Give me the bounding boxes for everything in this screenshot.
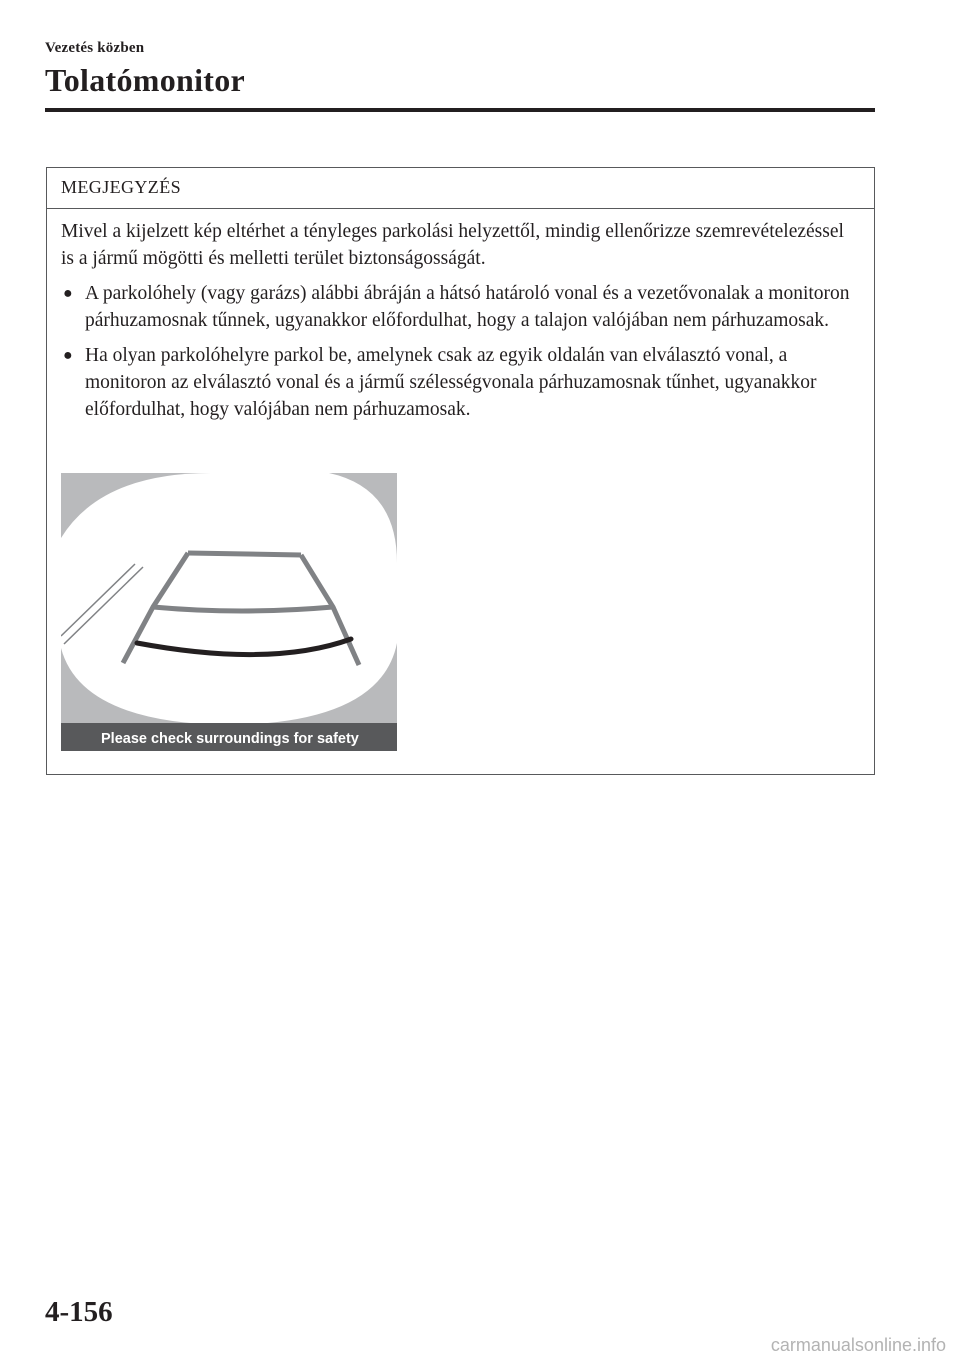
- bullet-icon: ●: [63, 347, 73, 364]
- section-label: Vezetés közben: [45, 40, 145, 56]
- title-rule: [45, 108, 875, 112]
- bullet-text: Ha olyan parkolóhelyre parkol be, amelynek csak az egyik oldalán van elválasztó vonal, a monitoron az elválasztó vonal és a jármű szélességvonala párhuzamosnak tűnhet, ugyanakkor előfordulhat, hogy valójában nem párhuzamosak.: [85, 345, 817, 420]
- watermark[interactable]: carmanualsonline.info: [770, 1335, 946, 1355]
- bullet-icon: ●: [63, 285, 73, 302]
- note-heading: MEGJEGYZÉS: [47, 168, 874, 209]
- note-body: [47, 209, 874, 423]
- bullet-text: A parkolóhely (vagy garázs) alábbi ábráján a hátsó határoló vonal és a vezetővonalak a monitoron párhuzamosnak tűnnek, ugyanakkor előfordulhat, hogy a talajon valójában nem párhuzamosak.: [85, 283, 850, 331]
- camera-screen: [61, 473, 397, 725]
- page-title: Tolatómonitor: [45, 62, 246, 98]
- distance-guide-far: [188, 553, 301, 555]
- bullet-item: [61, 342, 860, 423]
- note-intro: Mivel a kijelzett kép eltérhet a tényleges parkolási helyzettől, mindig ellenőrizze szemrevételezéssel is a jármű mögötti és melletti terület biztonságosságát.: [61, 221, 844, 269]
- bullet-item: [61, 280, 860, 334]
- page-number: 4-156: [45, 1296, 113, 1328]
- rear-camera-svg: [61, 473, 397, 751]
- warning-text: Please check surroundings for safety: [101, 731, 359, 747]
- rear-camera-illustration: [61, 473, 397, 751]
- note-box: [46, 167, 875, 775]
